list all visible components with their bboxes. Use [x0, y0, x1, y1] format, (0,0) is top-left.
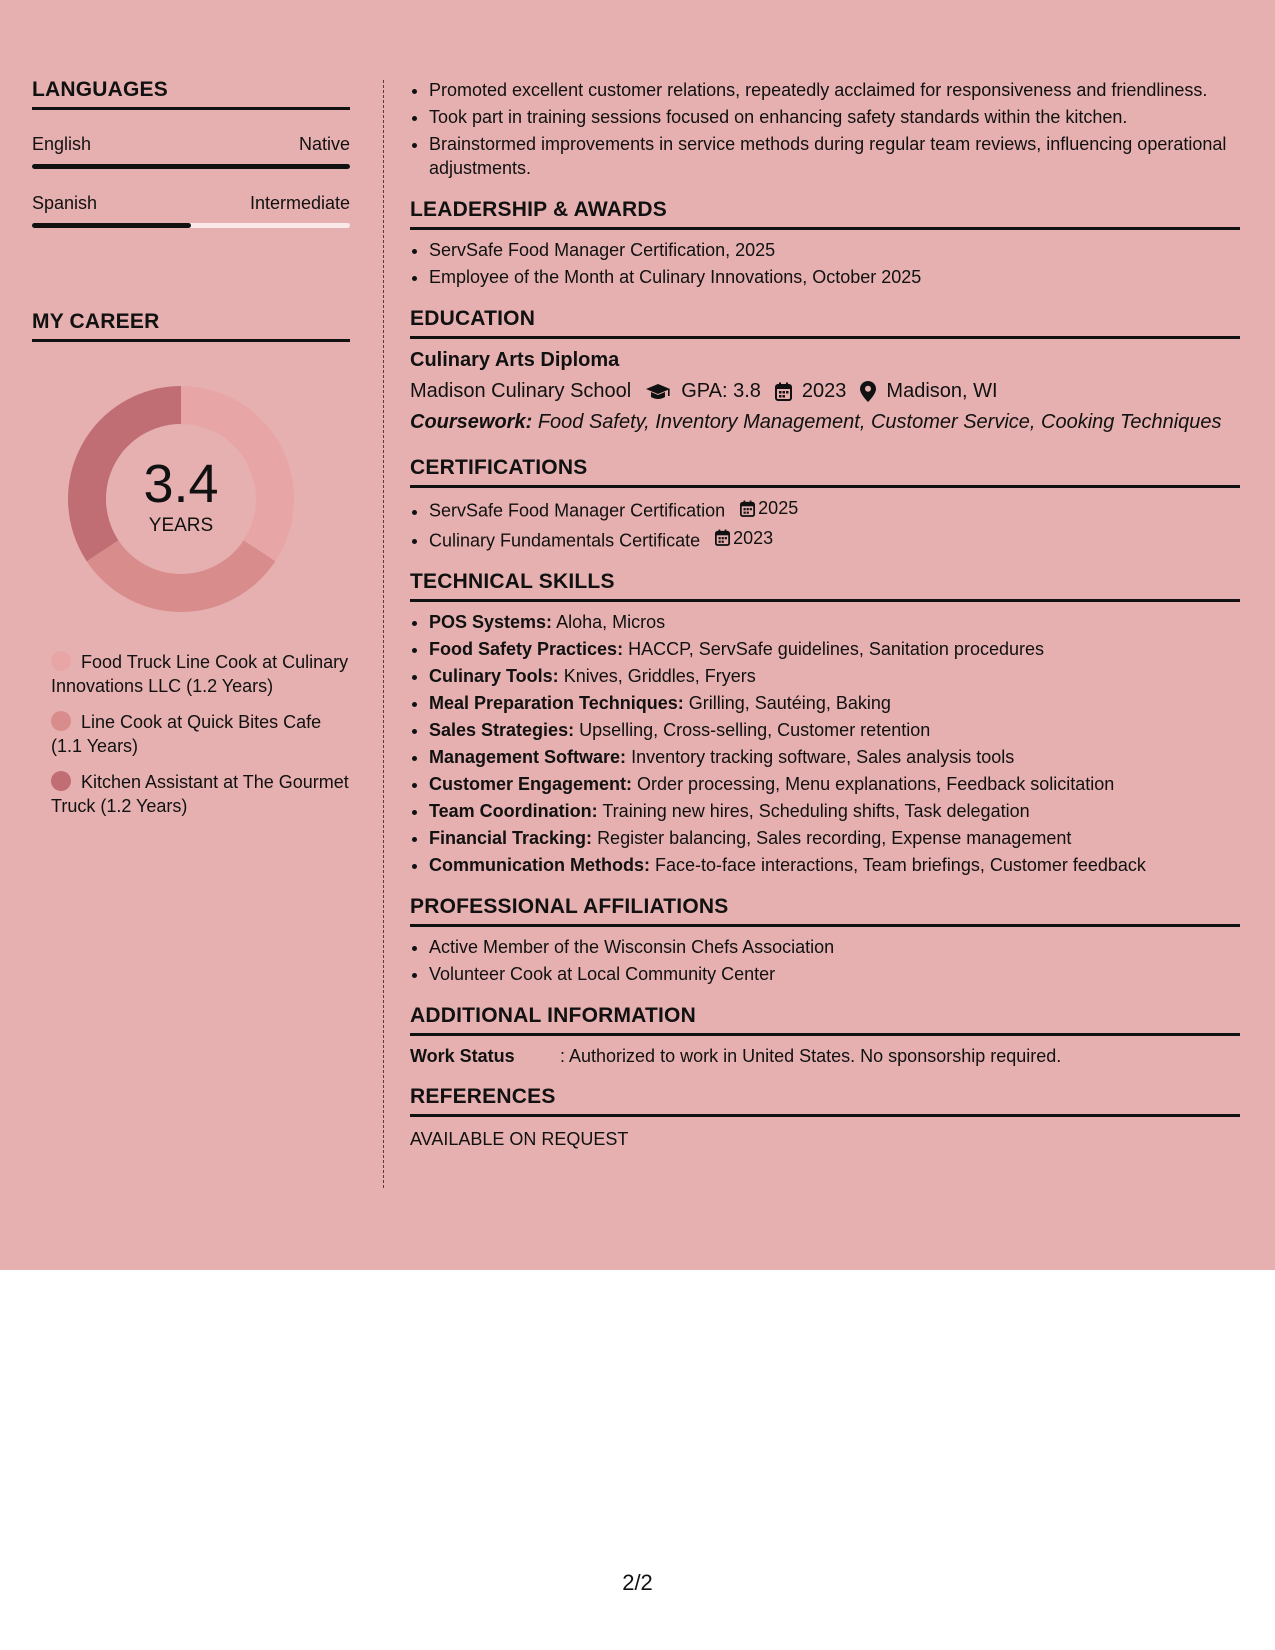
coursework-list: Food Safety, Inventory Management, Customer Service, Cooking Techniques	[537, 411, 1222, 433]
skill-label: POS Systems:	[429, 612, 553, 632]
skills-title: TECHNICAL SKILLS	[410, 570, 1240, 602]
certification-name: ServSafe Food Manager Certification	[429, 500, 726, 521]
skill-value: Inventory tracking software, Sales analysis tools	[631, 747, 1015, 767]
skill-label: Financial Tracking:	[429, 828, 593, 848]
education-school: Madison Culinary School	[410, 380, 632, 402]
skill-value: Register balancing, Sales recording, Expense management	[597, 828, 1072, 848]
location-pin-icon	[860, 381, 876, 402]
language-name: Spanish	[32, 193, 98, 213]
career-legend-item	[51, 770, 350, 818]
legend-dot	[51, 711, 71, 731]
career-years-unit: YEARS	[148, 515, 214, 536]
career-donut-chart	[66, 384, 296, 614]
work-status-value: : Authorized to work in United States. No sponsorship required.	[560, 1046, 1062, 1066]
career-job-label: Food Truck Line Cook at Culinary Innovations LLC (1.2 Years)	[51, 652, 349, 696]
language-proficiency-bar	[32, 164, 350, 169]
language-proficiency-fill	[32, 223, 191, 228]
experience-bullet: • Took part in training sessions focused on enhancing safety standards within the kitchen.	[429, 105, 1240, 129]
skill-value: Knives, Griddles, Fryers	[563, 666, 756, 686]
language-level: Native	[298, 134, 350, 154]
skill-item	[429, 772, 1240, 796]
additional-info-title: ADDITIONAL INFORMATION	[410, 1004, 1240, 1036]
right-column	[410, 78, 1240, 1150]
legend-dot	[51, 651, 71, 671]
certification-year: 2023	[733, 527, 774, 548]
skill-label: Team Coordination:	[429, 801, 598, 821]
page-number: 2/2	[622, 1570, 653, 1595]
awards-list	[410, 238, 1240, 289]
coursework-label: Coursework:	[410, 411, 533, 433]
column-divider	[383, 80, 384, 1188]
language-name: English	[32, 134, 92, 154]
skill-item	[429, 853, 1240, 877]
career-legend	[51, 650, 350, 818]
graduation-cap-icon	[645, 383, 671, 401]
calendar-icon	[715, 529, 730, 546]
skill-label: Communication Methods:	[429, 855, 650, 875]
references-title: REFERENCES	[410, 1085, 1240, 1117]
calendar-icon	[775, 382, 792, 401]
skill-item	[429, 610, 1240, 634]
language-entry	[32, 193, 350, 228]
career-legend-item	[51, 650, 350, 698]
certification-item	[429, 496, 1240, 523]
skill-label: Management Software:	[429, 747, 627, 767]
skill-value: Aloha, Micros	[556, 612, 666, 632]
career-total-years: 3.4	[143, 454, 219, 514]
awards-title: LEADERSHIP & AWARDS	[410, 198, 1240, 230]
affiliation-item: • Volunteer Cook at Local Community Center	[429, 962, 1240, 986]
skill-value: Order processing, Menu explanations, Feedback solicitation	[637, 774, 1115, 794]
education-title: EDUCATION	[410, 307, 1240, 339]
language-proficiency-fill	[32, 164, 350, 169]
skill-value: Upselling, Cross-selling, Customer retention	[579, 720, 931, 740]
skill-item	[429, 799, 1240, 823]
skill-item	[429, 637, 1240, 661]
skill-item	[429, 745, 1240, 769]
skill-item	[429, 664, 1240, 688]
award-item: • ServSafe Food Manager Certification, 2025	[429, 238, 1240, 262]
references-text: AVAILABLE ON REQUEST	[410, 1129, 629, 1149]
work-status-row	[410, 1046, 1240, 1067]
education-year: 2023	[801, 380, 847, 402]
education-degree: Culinary Arts Diploma	[410, 349, 620, 371]
work-status-label: Work Status	[410, 1046, 515, 1066]
certification-name: Culinary Fundamentals Certificate	[429, 530, 701, 550]
skill-label: Sales Strategies:	[429, 720, 575, 740]
experience-bullet: • Brainstormed improvements in service methods during regular team reviews, influencing operational adjustments.	[429, 132, 1240, 180]
career-job-label: Kitchen Assistant at The Gourmet Truck (1.2 Years)	[51, 772, 349, 816]
certification-year: 2025	[758, 498, 799, 518]
left-column	[32, 78, 350, 830]
skill-item	[429, 691, 1240, 715]
languages-title: LANGUAGES	[32, 78, 350, 110]
skills-list	[410, 610, 1240, 877]
education-gpa: GPA: 3.8	[681, 380, 761, 402]
award-item: • Employee of the Month at Culinary Innovations, October 2025	[429, 265, 1240, 289]
skill-item	[429, 718, 1240, 742]
skill-label: Culinary Tools:	[429, 666, 559, 686]
education-details	[410, 380, 1240, 403]
experience-bullet: • Promoted excellent customer relations, repeatedly acclaimed for responsiveness and friendliness.	[429, 78, 1240, 102]
skill-label: Food Safety Practices:	[429, 639, 624, 659]
skill-label: Customer Engagement:	[429, 774, 633, 794]
affiliations-title: PROFESSIONAL AFFILIATIONS	[410, 895, 1240, 927]
certifications-list	[410, 496, 1240, 552]
language-level: Intermediate	[249, 193, 350, 213]
experience-bullets	[410, 78, 1240, 180]
affiliation-item: • Active Member of the Wisconsin Chefs Association	[429, 935, 1240, 959]
affiliations-list	[410, 935, 1240, 986]
career-title: MY CAREER	[32, 310, 350, 342]
calendar-icon	[740, 500, 755, 517]
skill-label: Meal Preparation Techniques:	[429, 693, 684, 713]
certification-item	[429, 526, 1240, 553]
career-legend-item	[51, 710, 350, 758]
education-coursework	[410, 411, 1240, 434]
language-proficiency-bar	[32, 223, 350, 228]
language-entry	[32, 134, 350, 169]
skill-item	[429, 826, 1240, 850]
legend-dot	[51, 771, 71, 791]
skill-value: Grilling, Sautéing, Baking	[688, 693, 891, 713]
skill-value: Training new hires, Scheduling shifts, Task delegation	[602, 801, 1030, 821]
skill-value: HACCP, ServSafe guidelines, Sanitation procedures	[628, 639, 1044, 659]
skill-value: Face-to-face interactions, Team briefings, Customer feedback	[655, 855, 1146, 875]
certifications-title: CERTIFICATIONS	[410, 456, 1240, 488]
education-location: Madison, WI	[886, 380, 998, 402]
career-job-label: Line Cook at Quick Bites Cafe (1.1 Years)	[51, 712, 322, 756]
